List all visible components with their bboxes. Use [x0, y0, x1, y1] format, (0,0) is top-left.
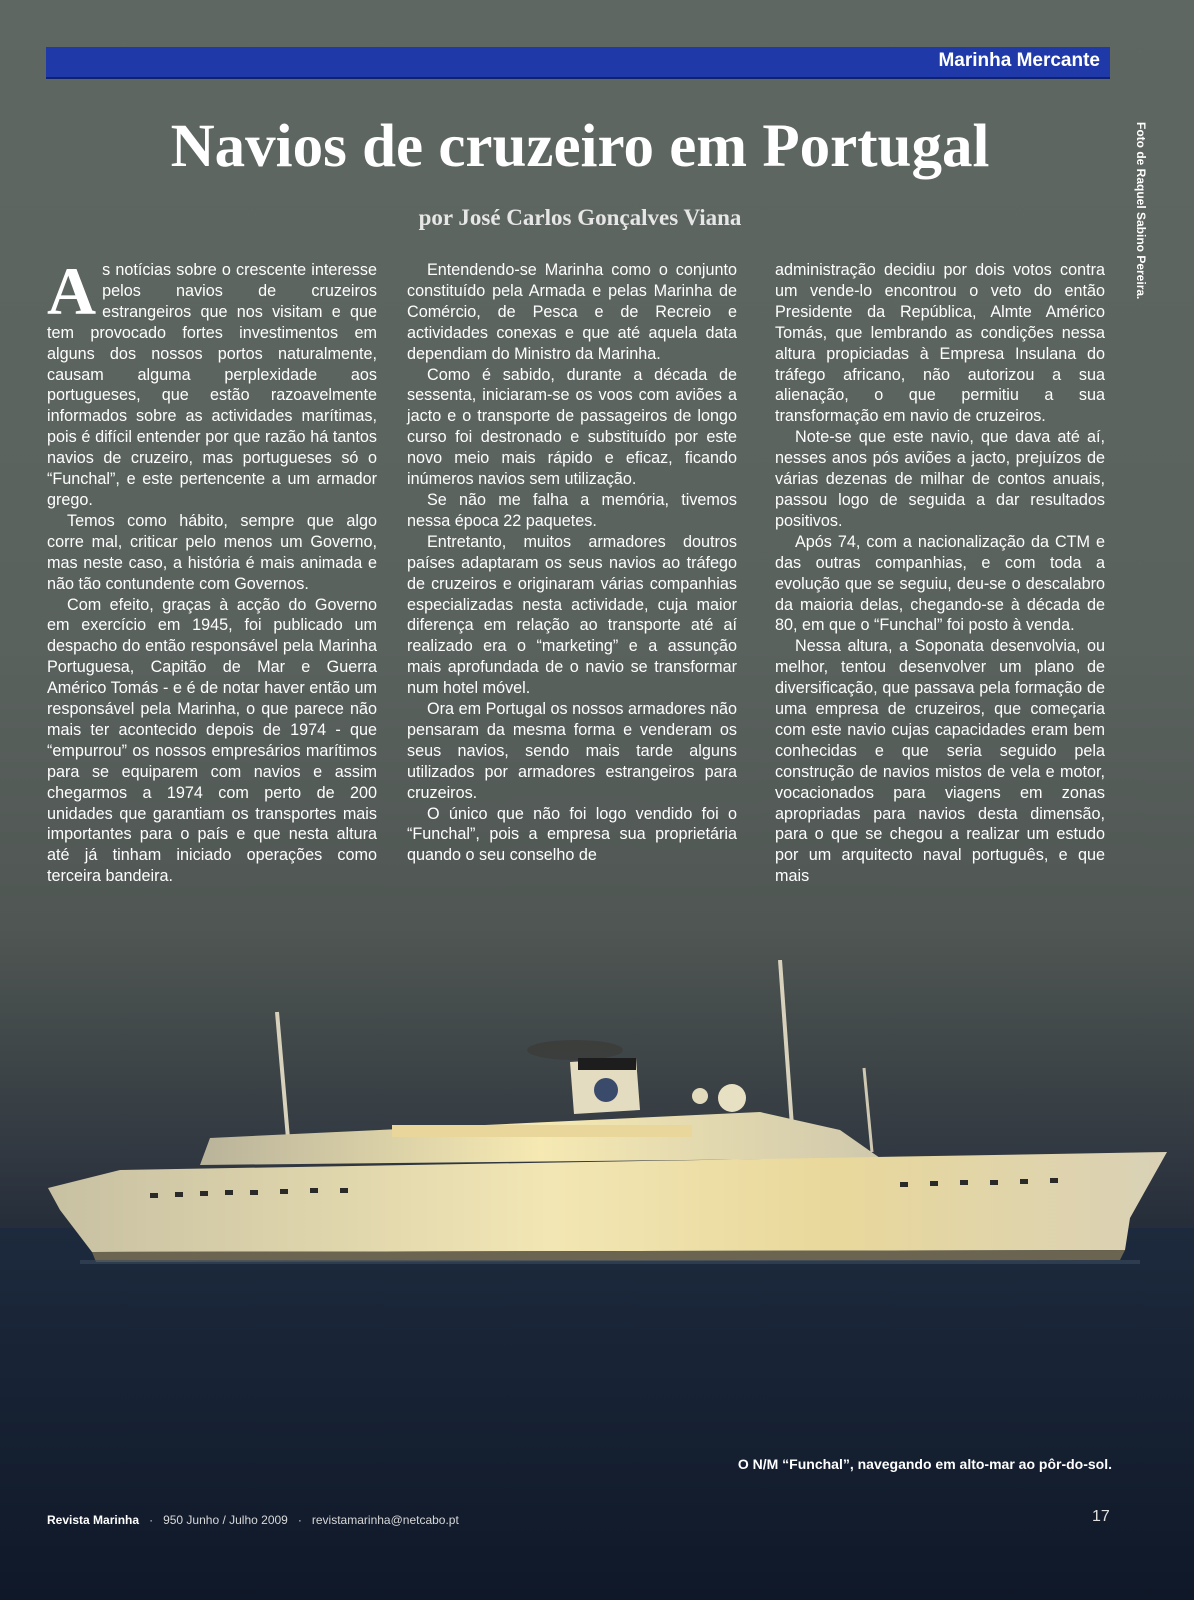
drop-cap: A	[47, 253, 97, 329]
paragraph: Note-se que este navio, que dava até aí, nesses anos pós aviões a jacto, prejuízos de várias dezenas de milhar de contos anuais, passou logo de seguida a dar resultados positivos.	[775, 428, 1105, 530]
paragraph: Após 74, com a nacionalização da CTM e das outras companhias, e com toda a evolução que se seguiu, deu-se o descalabro da maioria delas, chegando-se à década de 80, em que o “Funchal” foi posto à venda.	[775, 532, 1105, 635]
article-column-3	[775, 260, 1105, 887]
page-number: 17	[1092, 1508, 1110, 1525]
paragraph: Temos como hábito, sempre que algo corre mal, criticar pelo menos um Governo, mas neste caso, a história é mais animada e não tão contundente com Governos.	[47, 511, 377, 593]
paragraph: Se não me falha a memória, tivemos nessa época 22 paquetes.	[407, 490, 737, 530]
footer-magazine: Revista Marinha	[47, 1513, 140, 1527]
section-header-bar	[46, 47, 1110, 79]
footer-separator: ·	[149, 1513, 154, 1527]
article-column-2	[407, 260, 737, 866]
photo-caption: O N/M “Funchal”, navegando em alto-mar ao pôr-do-sol.	[737, 1456, 1112, 1472]
paragraph: Nessa altura, a Soponata desenvolvia, ou melhor, tentou desenvolver um plano de diversificação, que passava pela formação de uma empresa de cruzeiros, que começaria com este navio cujas capacidades eram bem conhecidas e que seria seguido pela construção de navios mistos de vela e motor, vocacionados para viagens em zonas apropriadas para navios desta dimensão, para o que se chegou a realizar um estudo por um arquitecto naval português, e que mais	[775, 637, 1105, 886]
article-column-1	[47, 253, 377, 887]
paragraph: Como é sabido, durante a década de sessenta, iniciaram-se os voos com aviões a jacto e o transporte de passageiros de longo curso foi destronado e substituído por este novo meio mais rápido e eficaz, ficando inúmeros navios sem utilização.	[407, 365, 737, 489]
article-title: Navios de cruzeiro em Portugal	[170, 113, 990, 180]
ship-photo	[0, 960, 1194, 1600]
paragraph: Entendendo-se Marinha como o conjunto constituído pela Armada e pelas Marinha de Comércio, de Pesca e de Recreio e actividades conexas e que até aquela data dependiam do Ministro da Marinha.	[407, 261, 737, 363]
footer-email: revistamarinha@netcabo.pt	[311, 1513, 459, 1527]
photo-credit: Foto de Raquel Sabino Pereira.	[1134, 122, 1148, 300]
paragraph: Ora em Portugal os nossos armadores não pensaram da mesma forma e venderam os seus navios, sendo mais tarde alguns utilizados por armadores estrangeiros para cruzeiros.	[407, 700, 737, 802]
page-footer	[47, 1513, 459, 1527]
section-label: Marinha Mercante	[938, 50, 1100, 71]
paragraph: As notícias sobre o crescente interesse pelos navios de cruzeiros estrangeiros que nos visitam e que tem provocado fortes investimentos em alguns dos nossos portos naturalmente, causam alguma perplexidade aos portugueses, que estão razoavelmente informados sobre as actividades marítimas, pois é difícil entender por que razão há tantos navios de cruzeiro, mas portugueses só o “Funchal”, e este pertencente a um armador grego.	[47, 253, 377, 509]
footer-issue: 950 Junho / Julho 2009	[163, 1513, 288, 1527]
article-byline: por José Carlos Gonçalves Viana	[418, 205, 742, 230]
paragraph: Entretanto, muitos armadores doutros países adaptaram os seus navios ao tráfego de cruzeiros e originaram várias companhias especializadas nesta actividade, cuja maior diferença em relação ao transporte até aí realizado era o “marketing” e a assunção mais aprofundada de o navio se transformar num hotel móvel.	[407, 532, 737, 698]
paragraph: O único que não foi logo vendido foi o “Funchal”, pois a empresa sua proprietária quando o seu conselho de	[407, 804, 737, 865]
footer-separator: ·	[297, 1513, 302, 1527]
paragraph: Com efeito, graças à acção do Governo em exercício em 1945, foi publicado um despacho do então responsável pela Marinha Portuguesa, Capitão de Mar e Guerra Américo Tomás - e é de notar haver então um responsável pela Marinha, o que parece não mais ter acontecido depois de 1974 - que “empurrou” os nossos empresários marítimos para se equiparem com navios e assim chegarmos a 1974 com perto de 200 unidades que garantiam os transportes mais importantes para o país e que nesta altura até já tinham iniciado operações como terceira bandeira.	[47, 595, 377, 886]
paragraph: administração decidiu por dois votos contra um vende-lo encontrou o veto do então Presidente da República, Almte Américo Tomás, que lembrando as condições nessa altura propiciadas à Empresa Insulana do tráfego africano, não autorizou a sua alienação, o que permitiu a sua transformação em navio de cruzeiros.	[775, 261, 1105, 426]
